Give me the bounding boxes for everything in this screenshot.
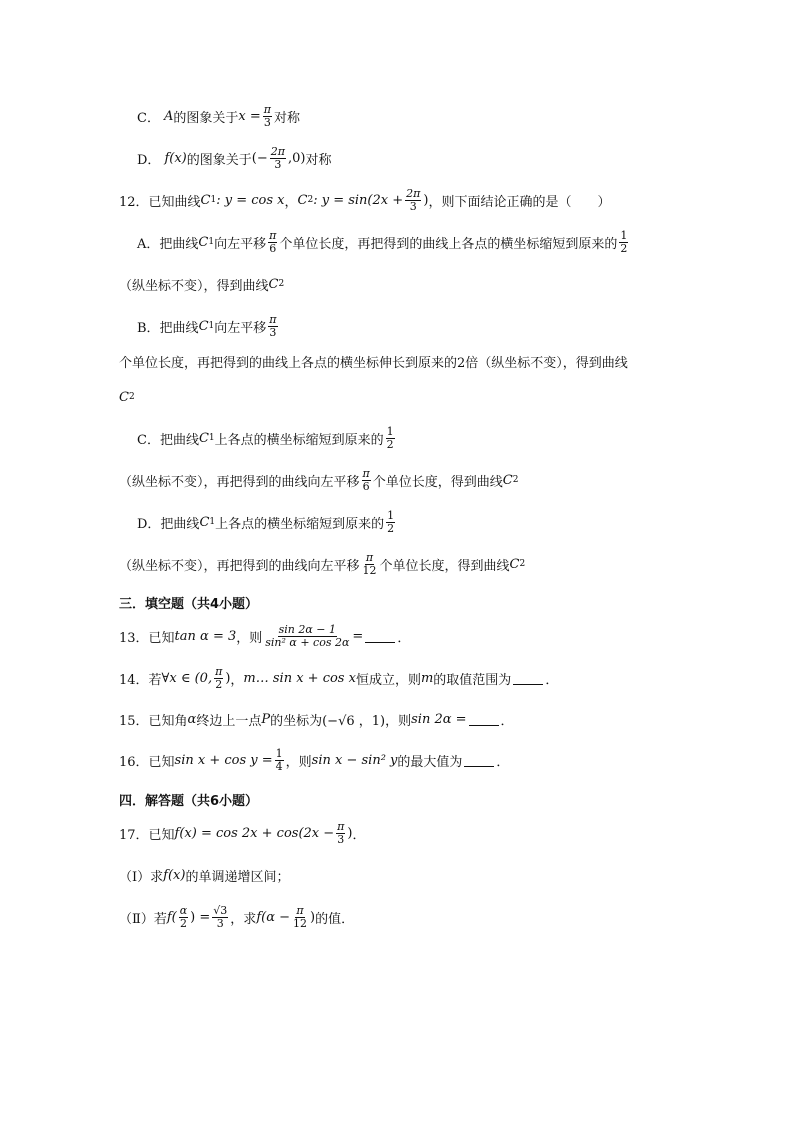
- text: （纵坐标不变），再把得到的曲线向左平移: [119, 558, 360, 574]
- math-var: C: [509, 556, 520, 572]
- frac-num: 2π: [270, 144, 285, 158]
- text: 上各点的横坐标缩短到原来的: [215, 516, 385, 532]
- q12-option-d-cont: [119, 544, 525, 584]
- option-letter: C．: [137, 110, 160, 126]
- text: ．: [500, 713, 514, 729]
- math-var: C: [502, 472, 513, 488]
- math-expr: ): [310, 909, 316, 925]
- fraction: [362, 468, 371, 492]
- math-var: C: [199, 514, 210, 530]
- frac-num: 1: [387, 508, 395, 522]
- question-17-part-2: [119, 897, 354, 937]
- math-expr: ) =: [190, 909, 211, 925]
- text: ．: [352, 827, 366, 843]
- question-text: 16．已知: [119, 754, 175, 770]
- fraction: [214, 666, 223, 690]
- question-text: 13．已知: [119, 630, 175, 646]
- text: 的最大值为: [397, 754, 463, 770]
- text: ．: [496, 754, 510, 770]
- frac-num: π: [215, 664, 223, 678]
- math-expr: x =: [238, 108, 261, 124]
- math-var: m: [420, 670, 434, 686]
- frac-num: 1: [386, 424, 394, 438]
- q12-option-a: [137, 222, 630, 262]
- math-expr: ): [423, 192, 429, 208]
- frac-den: 3: [216, 916, 224, 930]
- text: 上各点的横坐标缩短到原来的: [214, 432, 384, 448]
- frac-num: sin 2α − 1: [278, 622, 337, 636]
- answer-blank[interactable]: [469, 713, 499, 726]
- text: ，求: [230, 911, 257, 927]
- frac-num: √3: [213, 903, 228, 917]
- math-var: A: [163, 108, 174, 124]
- math-expr: f(α −: [256, 909, 290, 925]
- question-15: [119, 699, 514, 739]
- text: 终边上一点: [196, 713, 262, 729]
- math-var: C: [198, 430, 209, 446]
- frac-den: 12: [293, 916, 307, 930]
- subscript: 1: [210, 195, 217, 205]
- frac-den: 2: [387, 521, 395, 535]
- fraction: [270, 146, 286, 170]
- frac-den: 3: [263, 115, 271, 129]
- frac-den: 6: [362, 479, 370, 493]
- math-expr: f(: [166, 909, 177, 925]
- fraction: [263, 104, 272, 128]
- option-letter: D．: [137, 152, 161, 168]
- subscript: 1: [208, 237, 215, 247]
- math-expr: f(x): [163, 867, 186, 883]
- frac-num: π: [269, 312, 277, 326]
- frac-den: 3: [274, 157, 282, 171]
- subscript: 2: [128, 392, 135, 402]
- subscript: 2: [512, 475, 519, 485]
- text: 的图象关于: [173, 110, 239, 126]
- frac-den: 2: [215, 677, 223, 691]
- question-13: [119, 616, 410, 656]
- text: 个单位长度，再把得到的曲线上各点的横坐标缩短到原来的: [279, 236, 618, 252]
- answer-blank[interactable]: [464, 754, 494, 767]
- math-expr: : y = cos x: [216, 192, 285, 208]
- text: 恒成立，则: [355, 672, 421, 688]
- answer-blank[interactable]: [513, 672, 543, 685]
- text: （纵坐标不变），再把得到的曲线向左平移: [119, 474, 360, 490]
- math-var: P: [261, 711, 271, 727]
- q12-option-a-cont: [119, 264, 284, 304]
- math-var: C: [119, 389, 129, 405]
- frac-num: π: [269, 228, 277, 242]
- subscript: 2: [519, 559, 526, 569]
- text: 的图象关于: [186, 152, 252, 168]
- text: 向左平移: [214, 236, 267, 252]
- fraction: [275, 748, 284, 772]
- text: ，则: [285, 754, 312, 770]
- frac-den: 3: [269, 325, 277, 339]
- text: 个单位长度，得到曲线: [372, 474, 503, 490]
- frac-den: 3: [337, 832, 345, 846]
- frac-den: 3: [409, 199, 417, 213]
- text: 对称: [305, 152, 332, 168]
- q12-option-c: [137, 418, 397, 458]
- fraction: [386, 426, 395, 450]
- question-text: 12．已知曲线: [119, 194, 201, 210]
- fraction: [264, 624, 350, 648]
- math-expr: (−√6 ，1): [322, 713, 386, 729]
- section-3-heading: 三．填空题（共4小题）: [119, 596, 259, 612]
- question-14: [119, 658, 558, 698]
- text: D．把曲线: [137, 516, 200, 532]
- math-expr: tan α = 3: [174, 628, 237, 644]
- fraction: [362, 552, 378, 576]
- frac-num: 1: [620, 228, 628, 242]
- q11-option-d: [137, 138, 331, 178]
- subscript: 1: [208, 321, 215, 331]
- q12-option-c-cont: [119, 460, 518, 500]
- fraction: [292, 905, 308, 929]
- fraction: [336, 821, 345, 845]
- fraction: [268, 314, 277, 338]
- fraction: [619, 230, 628, 254]
- frac-den: 2: [386, 437, 394, 451]
- frac-num: π: [362, 466, 370, 480]
- fraction: [268, 230, 277, 254]
- text: ，: [230, 672, 244, 688]
- q11-option-c: [137, 96, 300, 136]
- math-expr: sin x − sin² y: [311, 752, 398, 768]
- text: 个单位长度，得到曲线: [379, 558, 510, 574]
- frac-den: 2: [179, 916, 187, 930]
- subscript: 1: [209, 517, 216, 527]
- math-var: C: [200, 192, 211, 208]
- text: ，则: [236, 630, 263, 646]
- text: 的取值范围为: [433, 672, 512, 688]
- question-text: 15．已知角: [119, 713, 188, 729]
- q12-option-b-cont: [119, 341, 628, 381]
- fraction: [179, 905, 188, 929]
- math-expr: f(x): [164, 150, 187, 166]
- fraction: [212, 905, 228, 929]
- frac-num: π: [365, 550, 374, 564]
- fraction: [386, 510, 395, 534]
- math-var: C: [297, 192, 308, 208]
- math-expr: sin 2α =: [411, 711, 467, 727]
- math-var: C: [198, 318, 209, 334]
- math-expr: (−: [251, 150, 268, 166]
- subscript: 2: [278, 279, 285, 289]
- question-16: [119, 740, 509, 780]
- subscript: 2: [307, 195, 314, 205]
- text: A．把曲线: [137, 236, 199, 252]
- text: ．: [397, 630, 411, 646]
- math-expr: ): [225, 670, 231, 686]
- math-expr: : y = sin(2x +: [313, 192, 404, 208]
- part-label: （Ⅱ）若: [119, 911, 167, 927]
- frac-num: π: [296, 903, 304, 917]
- frac-num: π: [263, 102, 271, 116]
- section-4-heading: 四．解答题（共6小题）: [119, 793, 259, 809]
- question-17-part-1: [119, 855, 289, 895]
- text: 对称: [273, 110, 300, 126]
- text: 的值．: [315, 911, 355, 927]
- text: ，则下面结论正确的是（ ）: [428, 194, 611, 210]
- frac-den: 4: [275, 759, 283, 773]
- text: 的坐标为: [270, 713, 323, 729]
- q12-option-b-cont2: [119, 377, 135, 417]
- math-expr: f(x) = cos 2x + cos(2x −: [174, 825, 335, 841]
- q12-option-d: [137, 502, 397, 542]
- q12-stem: [119, 180, 610, 220]
- math-expr: ): [347, 825, 353, 841]
- frac-num: α: [179, 903, 188, 917]
- text: B．把曲线: [137, 320, 199, 336]
- text: （纵坐标不变），得到曲线: [119, 278, 269, 294]
- frac-num: 2π: [406, 186, 421, 200]
- fraction: [405, 188, 421, 212]
- frac-den: 12: [362, 563, 377, 577]
- text: 向左平移: [214, 320, 267, 336]
- math-var: α: [187, 711, 197, 727]
- text: ，: [284, 194, 298, 210]
- math-expr: sin x + cos y =: [174, 752, 273, 768]
- subscript: 1: [208, 433, 215, 443]
- part-label: （Ⅰ）求: [119, 869, 164, 885]
- text: 个单位长度，再把得到的曲线上各点的横坐标伸长到原来的2倍（纵坐标不变），得到曲线: [119, 355, 628, 371]
- math-expr: m… sin x + cos x: [243, 670, 356, 686]
- text: ．: [545, 672, 559, 688]
- question-text: 14．若: [119, 672, 162, 688]
- question-17: [119, 813, 365, 853]
- frac-num: 1: [275, 746, 283, 760]
- text: 的单调递增区间；: [185, 869, 290, 885]
- frac-den: 2: [620, 241, 628, 255]
- frac-den: 6: [269, 241, 277, 255]
- text: ，则: [385, 713, 412, 729]
- text: C．把曲线: [137, 432, 199, 448]
- frac-num: π: [337, 819, 345, 833]
- math-expr: =: [352, 628, 364, 644]
- frac-den: sin² α + cos 2α: [265, 635, 350, 649]
- math-expr: ∀x ∈ (0,: [161, 670, 213, 686]
- q12-option-b: [137, 306, 280, 346]
- question-text: 17．已知: [119, 827, 175, 843]
- math-var: C: [268, 276, 279, 292]
- math-expr: ,0): [287, 150, 306, 166]
- math-var: C: [198, 234, 209, 250]
- answer-blank[interactable]: [365, 630, 395, 643]
